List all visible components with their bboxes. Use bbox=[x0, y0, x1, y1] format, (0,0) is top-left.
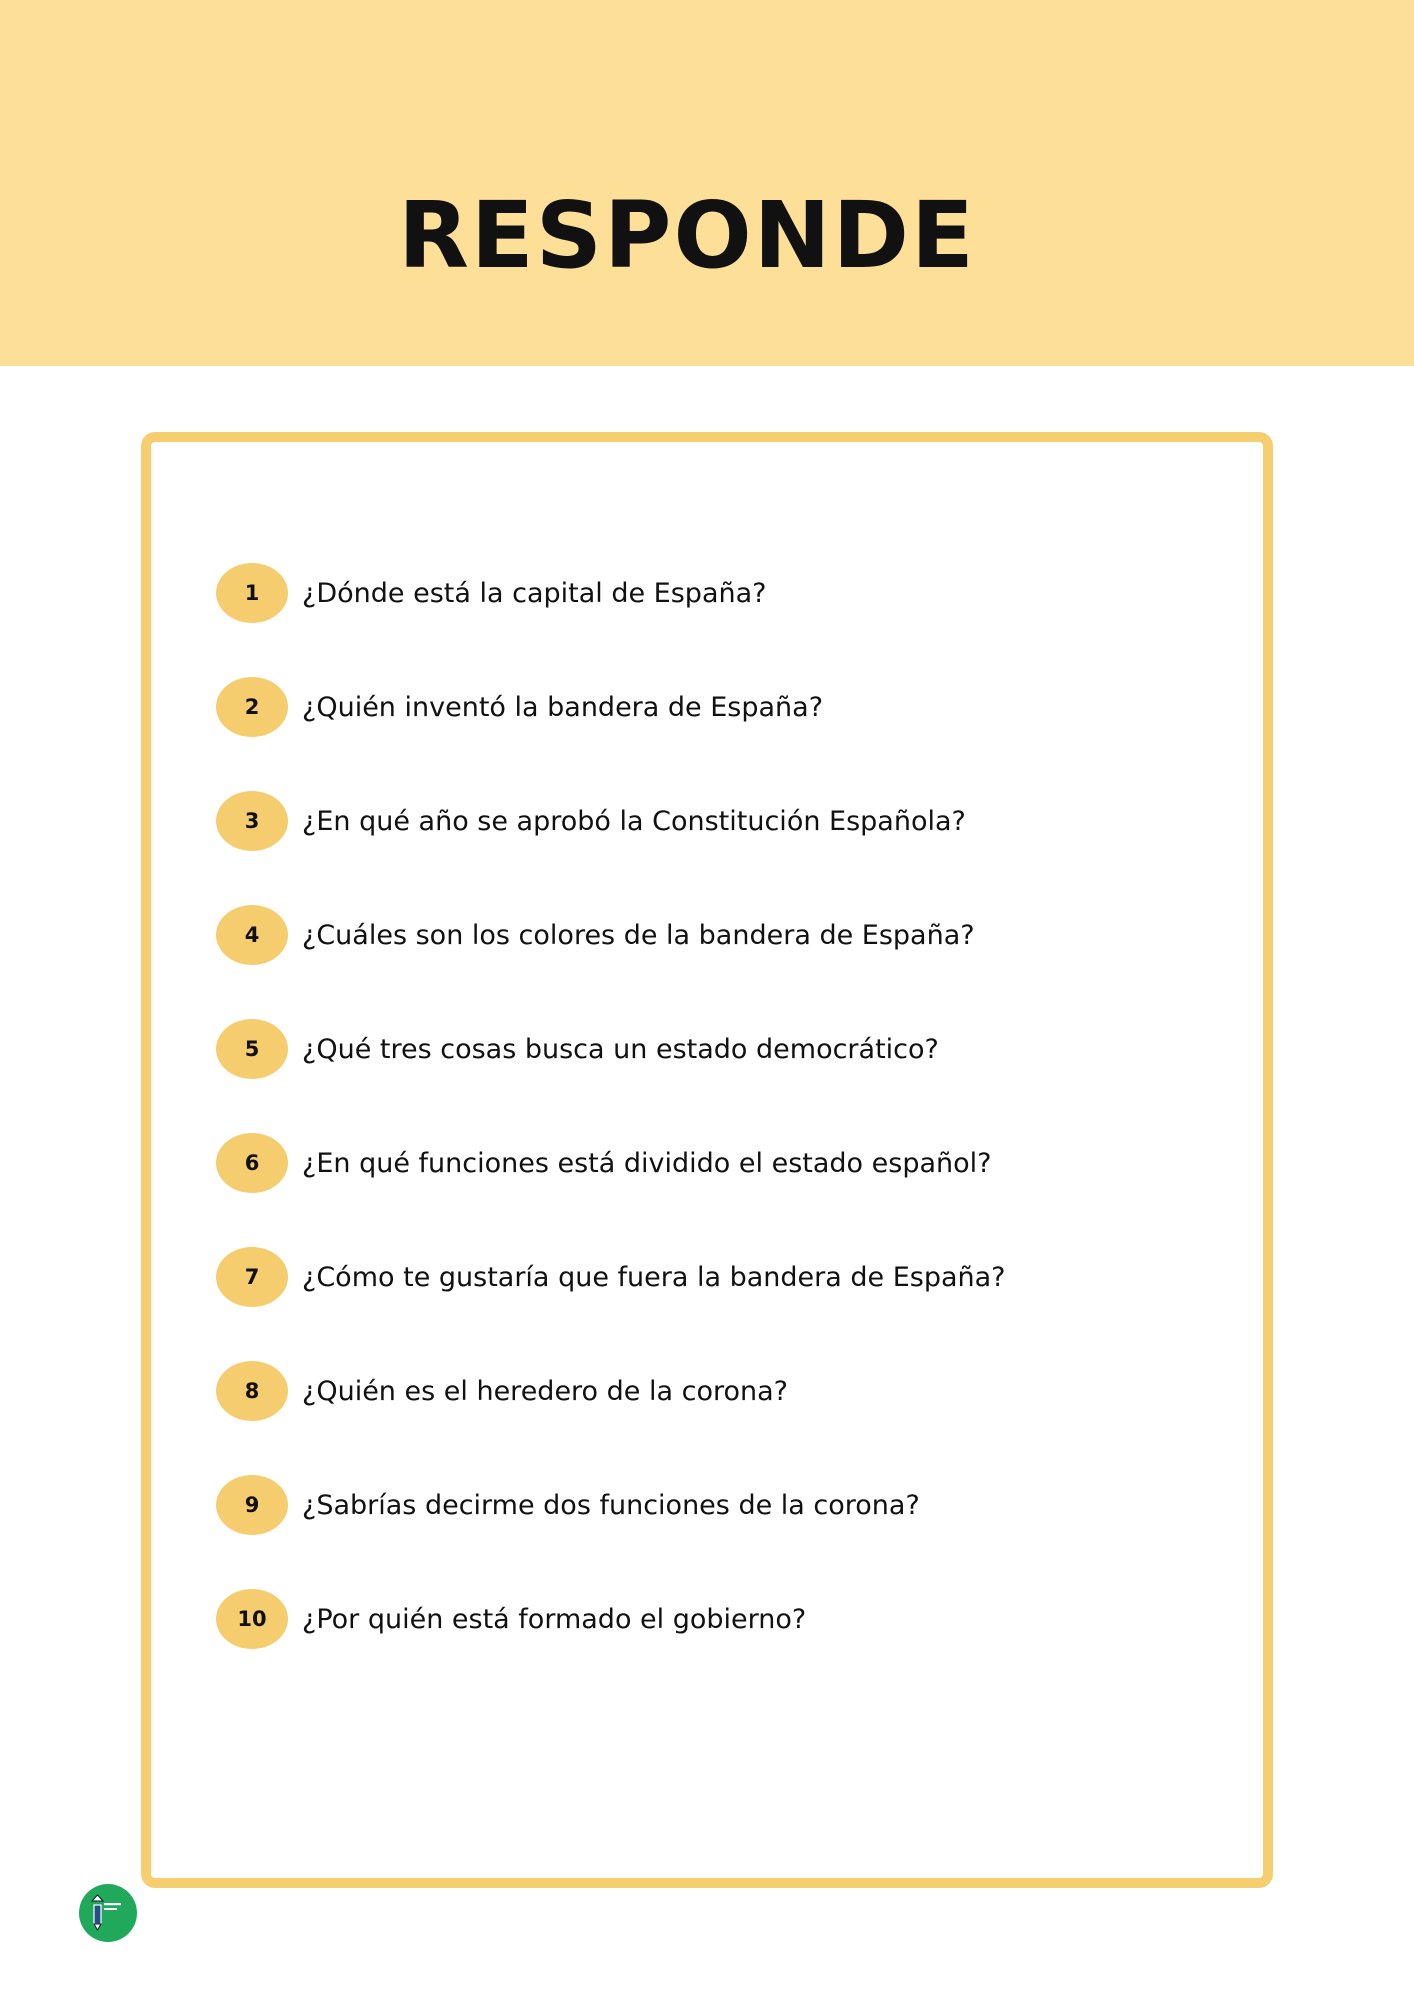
question-text: ¿Dónde está la capital de España? bbox=[302, 577, 767, 609]
question-item bbox=[216, 905, 1216, 965]
question-item bbox=[216, 1361, 1216, 1421]
question-item bbox=[216, 791, 1216, 851]
question-number-badge: 4 bbox=[216, 905, 288, 965]
question-number-badge: 9 bbox=[216, 1475, 288, 1535]
question-text: ¿Cuáles son los colores de la bandera de España? bbox=[302, 919, 975, 951]
question-text: ¿Sabrías decirme dos funciones de la corona? bbox=[302, 1489, 920, 1521]
question-number-badge: 2 bbox=[216, 677, 288, 737]
question-item bbox=[216, 1589, 1216, 1649]
question-number-badge: 1 bbox=[216, 563, 288, 623]
question-number-badge: 3 bbox=[216, 791, 288, 851]
question-text: ¿Por quién está formado el gobierno? bbox=[302, 1603, 807, 1635]
question-text: ¿Qué tres cosas busca un estado democrático? bbox=[302, 1033, 939, 1065]
question-number-badge: 6 bbox=[216, 1133, 288, 1193]
question-list bbox=[216, 563, 1216, 1703]
question-item bbox=[216, 1247, 1216, 1307]
question-item bbox=[216, 563, 1216, 623]
question-text: ¿Quién inventó la bandera de España? bbox=[302, 691, 824, 723]
question-text: ¿En qué año se aprobó la Constitución Española? bbox=[302, 805, 966, 837]
question-item bbox=[216, 1475, 1216, 1535]
question-item bbox=[216, 1133, 1216, 1193]
question-item bbox=[216, 677, 1216, 737]
question-number-badge: 7 bbox=[216, 1247, 288, 1307]
question-item bbox=[216, 1019, 1216, 1079]
question-number-badge: 5 bbox=[216, 1019, 288, 1079]
question-text: ¿En qué funciones está dividido el estado español? bbox=[302, 1147, 992, 1179]
question-text: ¿Quién es el heredero de la corona? bbox=[302, 1375, 788, 1407]
question-number-badge: 8 bbox=[216, 1361, 288, 1421]
question-text: ¿Cómo te gustaría que fuera la bandera de España? bbox=[302, 1261, 1006, 1293]
question-number-badge: 10 bbox=[216, 1589, 288, 1649]
page-title: RESPONDE bbox=[398, 181, 976, 289]
education-logo-icon bbox=[79, 1884, 137, 1942]
